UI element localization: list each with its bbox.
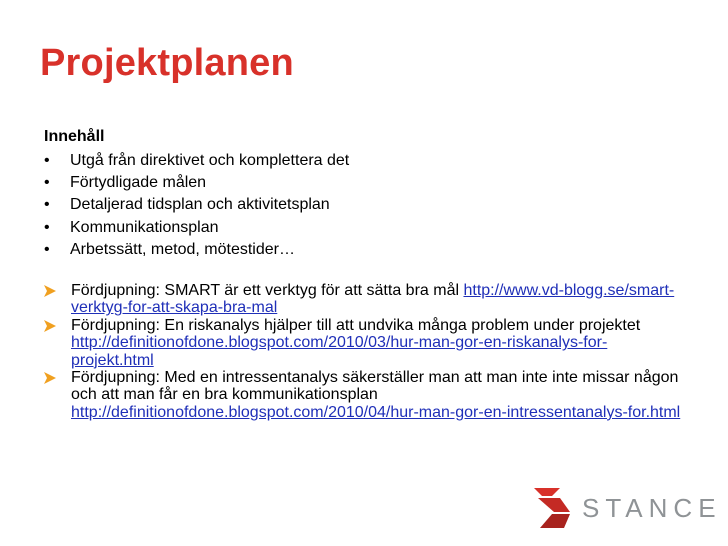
arrow-bullet-icon <box>44 285 56 297</box>
slide-title: Projektplanen <box>40 42 294 84</box>
deep-dive-item <box>44 282 684 317</box>
list-item <box>44 239 349 261</box>
section-heading: Innehåll <box>44 128 105 145</box>
list-item-text: Utgå från direktivet och komplettera det <box>70 152 350 169</box>
list-item <box>44 150 349 172</box>
deep-dive-link-intressentanalys[interactable]: http://definitionofdone.blogspot.com/2010/04/hur-man-gor-en-intressentanalys-for.html <box>71 403 681 421</box>
list-item-text: Arbetssätt, metod, mötestider… <box>70 240 295 258</box>
deep-dive-link-smart[interactable]: http://www.vd-blogg.se/smart-verktyg-for-att-skapa-bra-mal <box>71 282 675 317</box>
bullet-icon: • <box>44 152 50 169</box>
list-item-text: Kommunikationsplan <box>70 218 219 236</box>
deep-dive-text: Fördjupning: En riskanalys hjälper till att undvika många problem under projektet <box>71 316 641 334</box>
list-item-text: Förtydligade målen <box>70 174 207 192</box>
bullet-icon: • <box>44 196 50 214</box>
bullet-icon: • <box>44 174 50 192</box>
deep-dive-link-riskanalys[interactable]: http://definitionofdone.blogspot.com/2010/03/hur-man-gor-en-riskanalys-for-projekt.html <box>71 334 608 369</box>
bullet-icon: • <box>44 240 50 258</box>
arrow-bullet-icon <box>44 372 56 384</box>
deep-dive-item <box>44 369 684 421</box>
bullet-list <box>44 150 349 261</box>
list-item <box>44 217 349 239</box>
bullet-icon: • <box>44 218 50 236</box>
list-item-text: Detaljerad tidsplan och aktivitetsplan <box>70 196 330 214</box>
deep-dive-item <box>44 317 684 369</box>
deep-dive-text: Fördjupning: SMART är ett verktyg för att sätta bra mål <box>71 282 464 299</box>
logo-text: STANCE <box>582 493 722 523</box>
arrow-bullet-icon <box>44 320 56 332</box>
stance-logo <box>530 482 722 532</box>
list-item <box>44 194 349 216</box>
deep-dive-list <box>44 282 684 421</box>
stance-logo-icon <box>530 482 574 530</box>
deep-dive-text: Fördjupning: Med en intressentanalys säkerställer man att man inte inte missar någon och att man får en bra kommunikationsplan <box>71 369 679 404</box>
list-item <box>44 172 349 194</box>
